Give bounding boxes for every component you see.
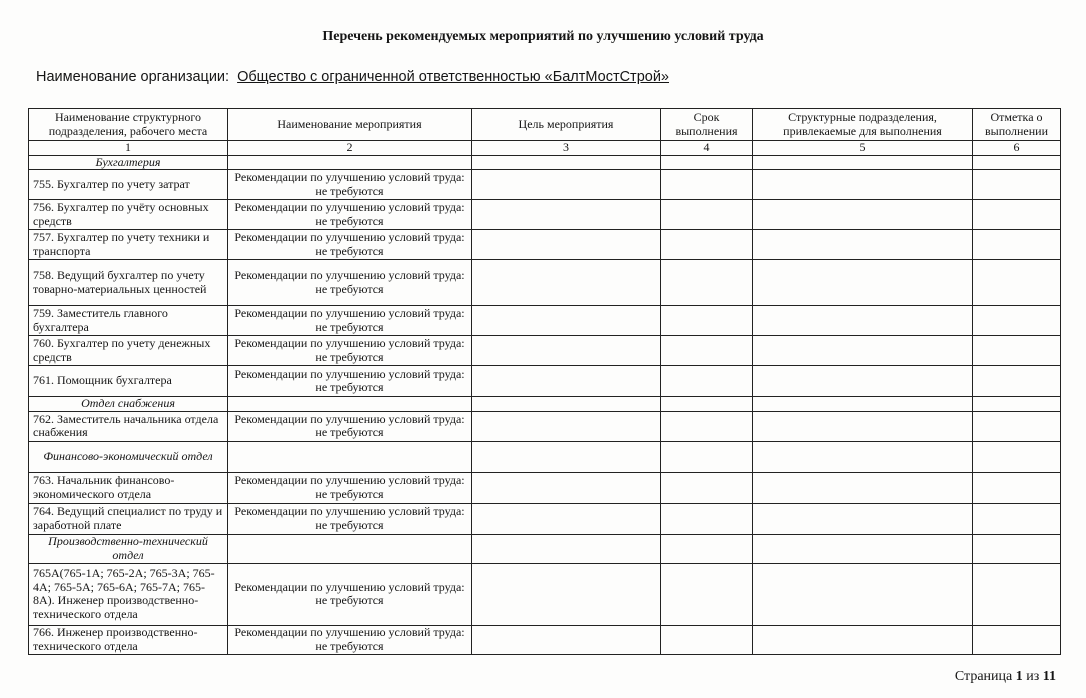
empty-cell	[661, 336, 753, 366]
table-row	[29, 625, 1061, 654]
empty-cell	[661, 472, 753, 503]
empty-cell	[973, 397, 1061, 412]
empty-cell	[753, 411, 973, 441]
workplace-name: 764. Ведущий специалист по труду и заработной плате	[29, 503, 228, 534]
column-number: 1	[29, 141, 228, 156]
column-header-workplace: Наименование структурного подразделения, рабочего места	[29, 109, 228, 141]
empty-cell	[661, 397, 753, 412]
workplace-name: 761. Помощник бухгалтера	[29, 366, 228, 397]
empty-cell	[472, 411, 661, 441]
section-title: Бухгалтерия	[29, 155, 228, 170]
empty-cell	[661, 306, 753, 336]
empty-cell	[228, 534, 472, 563]
column-header-measure: Наименование мероприятия	[228, 109, 472, 141]
section-row	[29, 534, 1061, 563]
column-header-departments: Структурные подразделения, привлекаемые для выполнения	[753, 109, 973, 141]
page-of: из	[1026, 669, 1040, 684]
empty-cell	[753, 534, 973, 563]
table-row	[29, 200, 1061, 230]
empty-cell	[753, 170, 973, 200]
column-number: 6	[973, 141, 1061, 156]
empty-cell	[973, 366, 1061, 397]
measure-text: Рекомендации по улучшению условий труда: не требуются	[228, 336, 472, 366]
empty-cell	[753, 472, 973, 503]
empty-cell	[753, 306, 973, 336]
measure-text: Рекомендации по улучшению условий труда: не требуются	[228, 625, 472, 654]
page-label: Страница	[954, 669, 1013, 684]
column-header-deadline: Срок выполнения	[661, 109, 753, 141]
empty-cell	[973, 155, 1061, 170]
section-title: Производственно-технический отдел	[29, 534, 228, 563]
empty-cell	[753, 397, 973, 412]
section-row	[29, 441, 1061, 472]
empty-cell	[661, 563, 753, 625]
column-number: 2	[228, 141, 472, 156]
measure-text: Рекомендации по улучшению условий труда: не требуются	[228, 170, 472, 200]
workplace-name: 755. Бухгалтер по учету затрат	[29, 170, 228, 200]
section-row	[29, 155, 1061, 170]
empty-cell	[973, 230, 1061, 260]
column-header-completion-mark: Отметка о выполнении	[973, 109, 1061, 141]
empty-cell	[472, 563, 661, 625]
empty-cell	[228, 155, 472, 170]
workplace-name: 766. Инженер производственно-технического отдела	[29, 625, 228, 654]
empty-cell	[661, 230, 753, 260]
empty-cell	[661, 260, 753, 306]
workplace-name: 759. Заместитель главного бухгалтера	[29, 306, 228, 336]
empty-cell	[973, 503, 1061, 534]
measure-text: Рекомендации по улучшению условий труда: не требуются	[228, 472, 472, 503]
section-title: Финансово-экономический отдел	[29, 441, 228, 472]
measure-text: Рекомендации по улучшению условий труда: не требуются	[228, 306, 472, 336]
organization-label: Наименование организации:	[36, 69, 230, 85]
empty-cell	[753, 230, 973, 260]
empty-cell	[973, 441, 1061, 472]
measure-text: Рекомендации по улучшению условий труда: не требуются	[228, 260, 472, 306]
column-number: 5	[753, 141, 973, 156]
empty-cell	[753, 625, 973, 654]
measure-text: Рекомендации по улучшению условий труда: не требуются	[228, 230, 472, 260]
section-title: Отдел снабжения	[29, 397, 228, 412]
page-total: 11	[1042, 669, 1056, 684]
empty-cell	[472, 170, 661, 200]
empty-cell	[472, 200, 661, 230]
workplace-name: 763. Начальник финансово-экономического отдела	[29, 472, 228, 503]
empty-cell	[973, 170, 1061, 200]
table-row	[29, 563, 1061, 625]
empty-cell	[472, 306, 661, 336]
empty-cell	[753, 336, 973, 366]
empty-cell	[973, 306, 1061, 336]
empty-cell	[973, 336, 1061, 366]
empty-cell	[753, 441, 973, 472]
empty-cell	[472, 625, 661, 654]
column-header-goal: Цель мероприятия	[472, 109, 661, 141]
empty-cell	[973, 472, 1061, 503]
table-row	[29, 503, 1061, 534]
empty-cell	[661, 441, 753, 472]
empty-cell	[753, 155, 973, 170]
table-row	[29, 260, 1061, 306]
column-number: 3	[472, 141, 661, 156]
measure-text: Рекомендации по улучшению условий труда: не требуются	[228, 503, 472, 534]
empty-cell	[753, 503, 973, 534]
empty-cell	[472, 503, 661, 534]
empty-cell	[661, 534, 753, 563]
empty-cell	[661, 411, 753, 441]
table-row	[29, 366, 1061, 397]
workplace-name: 765А(765-1А; 765-2А; 765-3А; 765-4А; 765-5А; 765-6А; 765-7А; 765-8А). Инженер производственно-технического отдела	[29, 563, 228, 625]
empty-cell	[753, 200, 973, 230]
empty-cell	[753, 366, 973, 397]
document-title: Перечень рекомендуемых мероприятий по улучшению условий труда	[322, 29, 764, 44]
table-row	[29, 230, 1061, 260]
column-number: 4	[661, 141, 753, 156]
organization-name: Общество с ограниченной ответственностью «БалтМостСтрой»	[237, 69, 669, 85]
empty-cell	[661, 366, 753, 397]
empty-cell	[472, 366, 661, 397]
empty-cell	[973, 534, 1061, 563]
empty-cell	[661, 200, 753, 230]
empty-cell	[661, 625, 753, 654]
empty-cell	[753, 563, 973, 625]
table-row	[29, 472, 1061, 503]
empty-cell	[973, 563, 1061, 625]
measure-text: Рекомендации по улучшению условий труда: не требуются	[228, 563, 472, 625]
empty-cell	[472, 472, 661, 503]
empty-cell	[973, 200, 1061, 230]
table-body	[29, 155, 1061, 654]
workplace-name: 757. Бухгалтер по учету техники и транспорта	[29, 230, 228, 260]
empty-cell	[973, 625, 1061, 654]
empty-cell	[472, 230, 661, 260]
empty-cell	[472, 260, 661, 306]
empty-cell	[228, 397, 472, 412]
page-counter	[955, 669, 1056, 685]
empty-cell	[661, 170, 753, 200]
empty-cell	[472, 397, 661, 412]
organization-line	[36, 69, 669, 85]
measures-table	[28, 108, 1061, 655]
measure-text: Рекомендации по улучшению условий труда: не требуются	[228, 366, 472, 397]
workplace-name: 762. Заместитель начальника отдела снабжения	[29, 411, 228, 441]
empty-cell	[472, 534, 661, 563]
table-row	[29, 336, 1061, 366]
empty-cell	[753, 260, 973, 306]
empty-cell	[228, 441, 472, 472]
page-current: 1	[1015, 669, 1023, 684]
empty-cell	[472, 336, 661, 366]
measure-text: Рекомендации по улучшению условий труда: не требуются	[228, 200, 472, 230]
table-row	[29, 411, 1061, 441]
empty-cell	[472, 155, 661, 170]
measure-text: Рекомендации по улучшению условий труда: не требуются	[228, 411, 472, 441]
empty-cell	[973, 260, 1061, 306]
section-row	[29, 397, 1061, 412]
empty-cell	[661, 155, 753, 170]
table-row	[29, 170, 1061, 200]
workplace-name: 760. Бухгалтер по учету денежных средств	[29, 336, 228, 366]
empty-cell	[973, 411, 1061, 441]
table-row	[29, 306, 1061, 336]
workplace-name: 756. Бухгалтер по учёту основных средств	[29, 200, 228, 230]
workplace-name: 758. Ведущий бухгалтер по учету товарно-материальных ценностей	[29, 260, 228, 306]
empty-cell	[661, 503, 753, 534]
empty-cell	[472, 441, 661, 472]
